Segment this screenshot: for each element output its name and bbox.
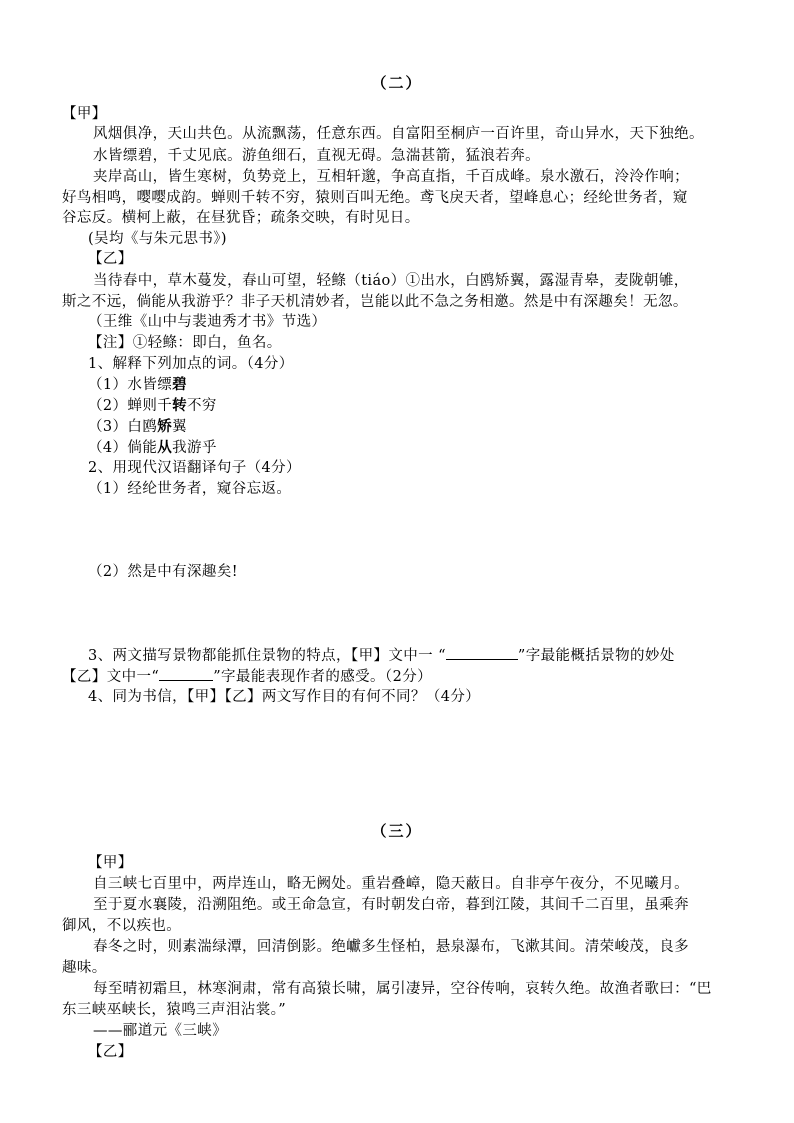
- item-suffix: 我游乎: [172, 440, 217, 456]
- question-3: [0, 645, 675, 666]
- q3-text: ”字最能表现作者的感受。（2分）: [213, 669, 433, 685]
- item-keyword: 矫: [157, 418, 173, 435]
- sanxia-text-line: 御风，不以疾也。: [62, 918, 182, 934]
- sanxia-text-line: 东三峡巫峡长，猿鸣三声泪沾裳。”: [62, 1002, 287, 1018]
- item-prefix: （1）水皆缥: [88, 377, 173, 393]
- yi-label: 【乙】: [88, 251, 133, 267]
- item-keyword: 从: [157, 439, 173, 456]
- question-4: 4、同为书信，【甲】【乙】两文写作目的有何不同？（4分）: [88, 689, 481, 705]
- item-suffix: 翼: [172, 419, 188, 435]
- item-keyword: 碧: [172, 376, 188, 393]
- answer-blank[interactable]: [446, 645, 518, 660]
- sanxia-source: ——郦道元《三峡》: [93, 1023, 228, 1039]
- sanxia-text-line: 每至晴初霜旦，林寒涧肃，常有高猿长啸，属引凄异，空谷传响，哀转久绝。故渔者歌曰：“巴: [93, 981, 712, 997]
- question-2-item: （1）经纶世务者，窥谷忘返。: [88, 481, 292, 497]
- sanxia-text-line: 春冬之时，则素湍绿潭，回清倒影。绝巘多生怪柏，悬泉瀑布，飞漱其间。清荣峻茂，良多: [93, 939, 689, 955]
- yi-text-line: 当待春中，草木蔓发，春山可望，轻鲦（tiáo）①出水，白鸥矫翼，露湿青皋，麦陇朝雊，: [93, 273, 689, 289]
- question-1-item: [0, 396, 217, 416]
- sanxia-text-line: 至于夏水襄陵，沿溯阻绝。或王命急宣，有时朝发白帝，暮到江陵，其间千二百里，虽乘奔: [93, 897, 689, 913]
- question-2: 2、用现代汉语翻译句子（4分）: [88, 460, 301, 476]
- yi-text-line: 斯之不远，倘能从我游乎？非子天机清妙者，岂能以此不急之务相邀。然是中有深趣矣！无忽。: [62, 294, 688, 310]
- question-1-item: [0, 417, 187, 437]
- question-1: 1、解释下列加点的词。（4分）: [88, 356, 294, 372]
- jia-text-line: 好鸟相鸣，嘤嘤成韵。蝉则千转不穷，猿则百叫无绝。鸢飞戾天者，望峰息心；经纶世务者，窥: [62, 190, 688, 206]
- item-prefix: （2）蝉则千: [88, 398, 173, 414]
- answer-blank[interactable]: [159, 666, 213, 681]
- item-keyword: 转: [172, 397, 188, 414]
- jia-source: (吴均《与朱元思书》): [88, 231, 227, 247]
- section-2-heading: （二）: [371, 74, 423, 92]
- jia-label: 【甲】: [62, 106, 107, 122]
- question-1-item: [0, 375, 187, 395]
- q3-text: 【乙】文中一“: [62, 669, 160, 685]
- jia-text-line: 夹岸高山，皆生寒树，负势竞上，互相轩邈，争高直指，千百成峰。泉水激石，泠泠作响；: [93, 169, 689, 185]
- sanxia-text-line: 趣味。: [62, 960, 107, 976]
- question-2-item: （2）然是中有深趣矣!: [88, 564, 238, 580]
- yi-source: （王维《山中与裴迪秀才书》节选）: [88, 314, 327, 330]
- section-3-heading: （三）: [371, 822, 423, 840]
- yi-label: 【乙】: [88, 1044, 133, 1060]
- item-suffix: 不穷: [187, 398, 217, 414]
- jia-text-line: 风烟俱净，天山共色。从流飘荡，任意东西。自富阳至桐庐一百许里，奇山异水，天下独绝。: [93, 126, 704, 142]
- q3-text: ”字最能概括景物的妙处: [517, 648, 675, 664]
- question-1-item: [0, 438, 217, 458]
- question-3-cont: [0, 666, 432, 687]
- item-prefix: （4）倘能: [88, 440, 158, 456]
- jia-text-line: 水皆缥碧，千丈见底。游鱼细石，直视无碍。急湍甚箭，猛浪若奔。: [93, 148, 540, 164]
- q3-text: 3、两文描写景物都能抓住景物的特点，【甲】文中一 “: [88, 648, 446, 664]
- sanxia-text-line: 自三峡七百里中，两岸连山，略无阙处。重岩叠嶂，隐天蔽日。自非亭午夜分，不见曦月。: [93, 876, 689, 892]
- item-prefix: （3）白鸥: [88, 419, 158, 435]
- jia-label: 【甲】: [88, 855, 133, 871]
- note: 【注】①轻鲦：即白，鱼名。: [88, 335, 282, 351]
- jia-text-line: 谷忘反。横柯上蔽，在昼犹昏；疏条交映，有时见日。: [62, 210, 420, 226]
